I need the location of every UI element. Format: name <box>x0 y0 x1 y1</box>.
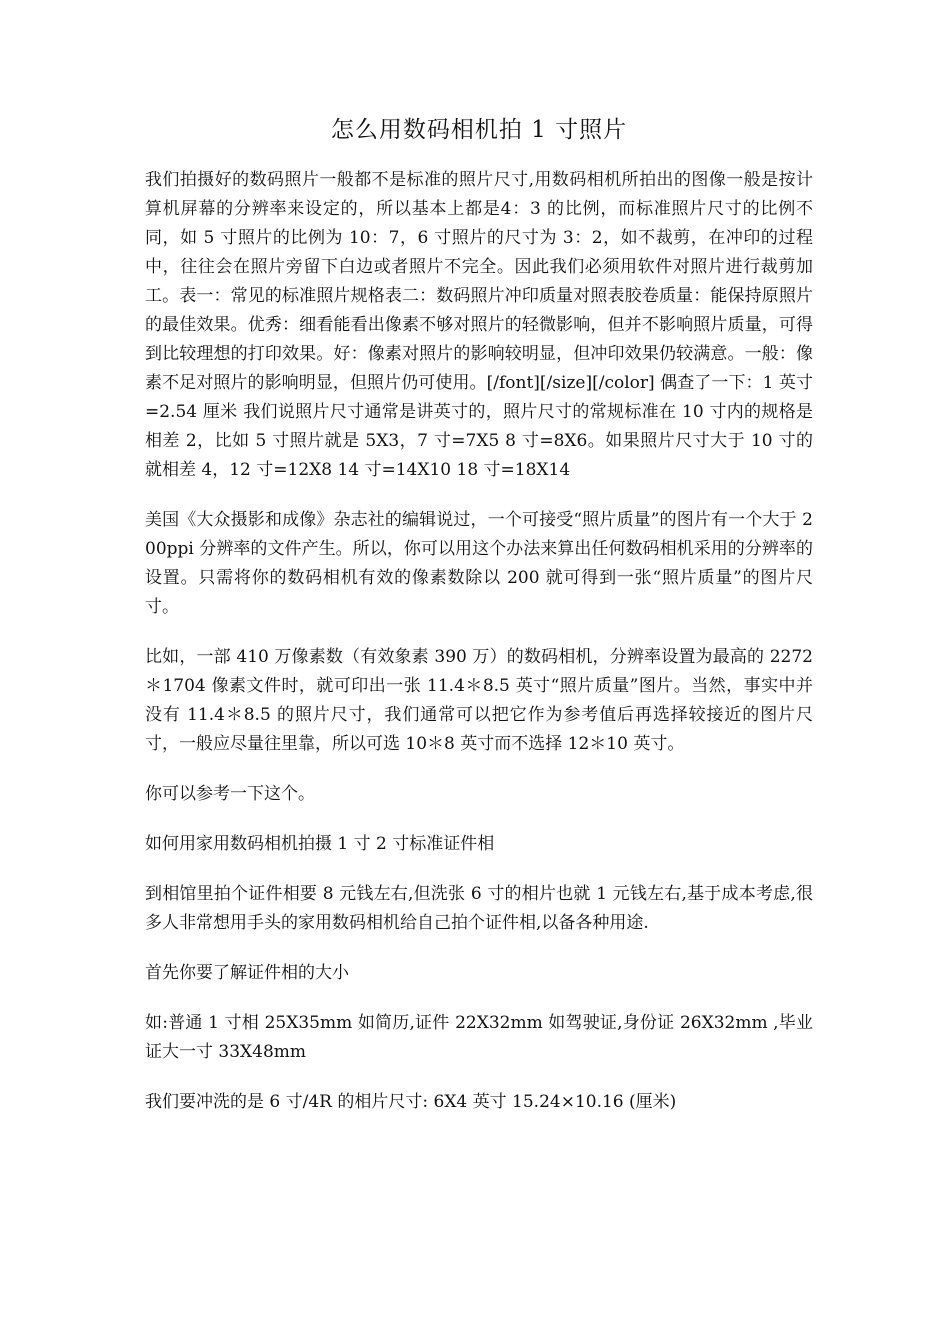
paragraph-size-intro: 首先你要了解证件相的大小 <box>145 963 349 983</box>
document-title: 怎么用数码相机拍 1 寸照片 <box>330 117 628 143</box>
paragraph-howto-heading: 如何用家用数码相机拍摄 1 寸 2 寸标准证件相 <box>145 834 495 854</box>
paragraph-sizes: 如:普通 1 寸相 25X35mm 如简历,证件 22X32mm 如驾驶证,身份证 26X32mm ,毕业证大一寸 33X48mm <box>145 1013 813 1062</box>
document-page <box>145 112 813 1138</box>
paragraph-reference: 你可以参考一下这个。 <box>145 784 315 804</box>
paragraph-print-size: 我们要冲洗的是 6 寸/4R 的相片尺寸: 6X4 英寸 15.24×10.16 (厘米) <box>145 1092 677 1112</box>
paragraph-example: 比如，一部 410 万像素数（有效象素 390 万）的数码相机，分辨率设置为最高的 2272＊1704 像素文件时，就可印出一张 11.4＊8.5 英寸“照片质量”图片。当然，事实中并没有 11.4＊8.5 的照片尺寸，我们通常可以把它作为参考值后再选择较接近的图片尺寸，一般应尽量往里靠，所以可选 10＊8 英寸而不选择 12＊10 英寸。 <box>145 647 813 754</box>
paragraph-intro: 我们拍摄好的数码照片一般都不是标准的照片尺寸,用数码相机所拍出的图像一般是按计算机屏幕的分辨率来设定的，所以基本上都是4：3 的比例，而标准照片尺寸的比例不同，如 5 寸照片的比例为 10：7，6 寸照片的尺寸为 3：2，如不裁剪，在冲印的过程中，往往会在照片旁留下白边或者照片不完全。因此我们必须用软件对照片进行裁剪加工。表一：常见的标准照片规格表二：数码照片冲印质量对照表胶卷质量：能保持原照片的最佳效果。优秀：细看能看出像素不够对照片的轻微影响，但并不影响照片质量，可得到比较理想的打印效果。好：像素对照片的影响较明显，但冲印效果仍较满意。一般：像素不足对照片的影响明显，但照片仍可使用。[/font][/size][/color] 偶查了一下：1 英寸=2.54 厘米 我们说照片尺寸通常是讲英寸的，照片尺寸的常规标准在 10 寸内的规格是相差 2，比如 5 寸照片就是 5X3，7 寸=7X5 8 寸=8X6。如果照片尺寸大于 10 寸的就相差 4，12 寸=12X8 14 寸=14X10 18 寸=18X14 <box>145 170 813 480</box>
paragraph-photo-quality: 美国《大众摄影和成像》杂志社的编辑说过，一个可接受“照片质量”的图片有一个大于 200ppi 分辨率的文件产生。所以，你可以用这个办法来算出任何数码相机采用的分辨率的设置。只需将你的数码相机有效的像素数除以 200 就可得到一张“照片质量”的图片尺寸。 <box>145 510 813 617</box>
paragraph-cost: 到相馆里拍个证件相要 8 元钱左右,但洗张 6 寸的相片也就 1 元钱左右,基于成本考虑,很多人非常想用手头的家用数码相机给自己拍个证件相,以备各种用途. <box>145 884 813 933</box>
